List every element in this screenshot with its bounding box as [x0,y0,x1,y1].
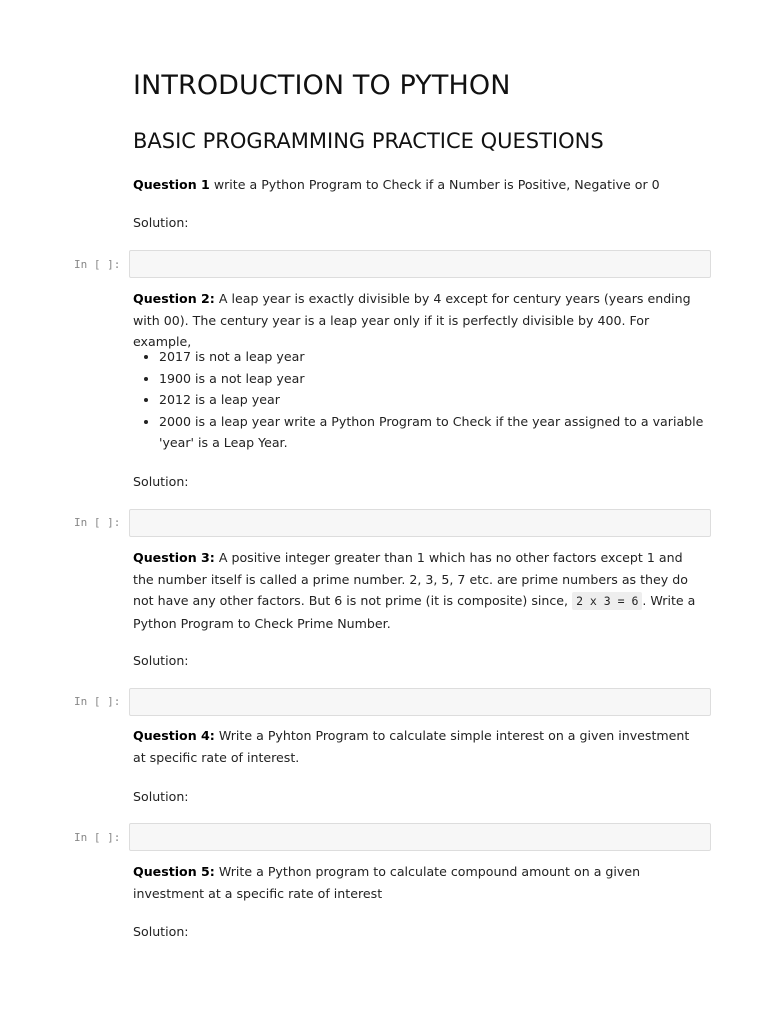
question-5 [133,861,703,904]
question-5-text: Write a Python program to calculate compound amount on a given investment at a specific rate of interest [133,864,641,901]
code-cell-2[interactable] [129,509,711,537]
question-4-label: Question 4: [133,728,215,743]
list-item: • 2017 is not a leap year [159,346,704,368]
question-4 [133,725,703,768]
question-3-label: Question 3: [133,550,215,565]
solution-label-2: Solution: [133,474,189,489]
solution-label-4: Solution: [133,789,189,804]
question-3-text-before: A positive integer greater than 1 which has no other factors except 1 and the number itself is called a prime number. 2, 3, 5, 7 etc. are prime numbers as they do not have any other factors. But 6 is not prime (it is composite) since, [133,550,688,608]
section-heading: BASIC PROGRAMMING PRACTICE QUESTIONS [133,129,604,153]
list-item: • 1900 is a not leap year [159,368,704,390]
list-item: • 2000 is a leap year write a Python Program to Check if the year assigned to a variable 'year' is a Leap Year. [159,411,704,454]
page-title: INTRODUCTION TO PYTHON [133,70,511,101]
code-cell-3[interactable] [129,688,711,716]
question-2-text: A leap year is exactly divisible by 4 except for century years (years ending with 00). The century year is a leap year only if it is perfectly divisible by 400. For example, [133,291,691,349]
input-prompt-1: In [ ]: [74,258,121,271]
input-prompt-2: In [ ]: [74,516,121,529]
question-4-text: Write a Pyhton Program to calculate simple interest on a given investment at specific rate of interest. [133,728,690,765]
code-cell-1[interactable] [129,250,711,278]
question-1-label: Question 1 [133,177,210,192]
input-prompt-3: In [ ]: [74,695,121,708]
question-3 [133,547,703,634]
question-5-label: Question 5: [133,864,215,879]
leap-year-examples [133,346,704,454]
solution-label-5: Solution: [133,924,189,939]
question-2-label: Question 2: [133,291,215,306]
inline-code: 2 x 3 = 6 [572,592,642,610]
question-2 [133,288,703,353]
question-3-text-after: . Write a Python Program to Check Prime Number. [133,593,696,631]
input-prompt-4: In [ ]: [74,831,121,844]
solution-label-3: Solution: [133,653,189,668]
question-1 [133,174,703,196]
solution-label-1: Solution: [133,215,189,230]
list-item: • 2012 is a leap year [159,389,704,411]
code-cell-4[interactable] [129,823,711,851]
question-1-text: write a Python Program to Check if a Number is Positive, Negative or 0 [209,177,660,192]
